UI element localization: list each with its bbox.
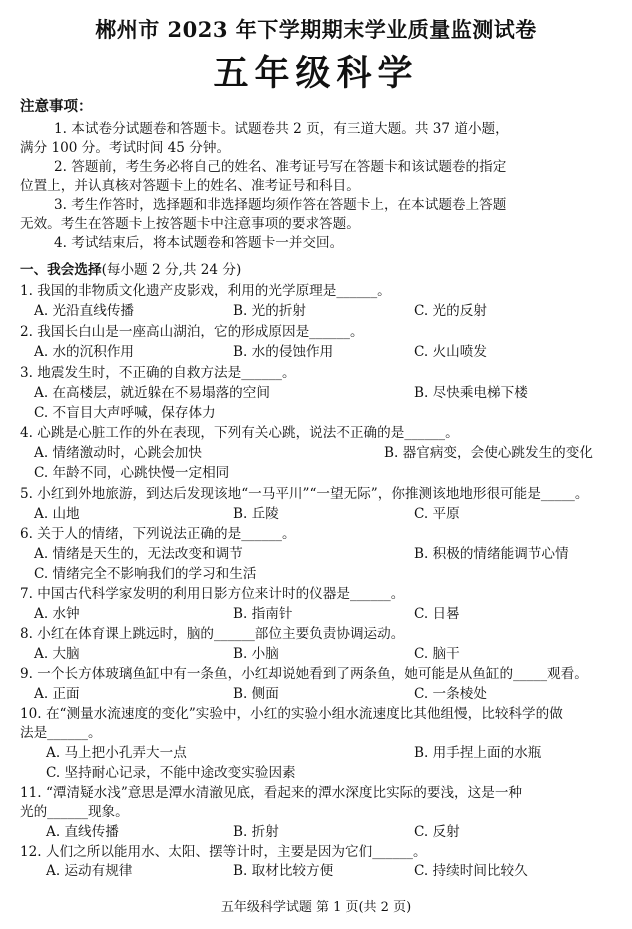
notice-heading: 注意事项：: [20, 99, 93, 115]
option-c: C. 反射: [414, 824, 460, 840]
option-a: A. 在高楼层，就近躲在不易塌落的空间: [34, 385, 270, 401]
option-a: A. 正面: [34, 686, 80, 702]
section-score-note: (每小题 2 分,共 24 分): [101, 262, 242, 278]
exam-subtitle: 五年级科学: [213, 54, 419, 94]
option-b: B. 积极的情绪能调节心情: [414, 546, 569, 562]
option-c: C. 坚持耐心记录，不能中途改变实验因素: [46, 765, 296, 781]
option-a: A. 情绪激动时，心跳会加快: [34, 445, 202, 461]
option-b: B. 小脑: [233, 646, 279, 662]
option-c: C. 情绪完全不影响我们的学习和生活: [34, 566, 257, 582]
option-c: C. 年龄不同，心跳快慢一定相同: [34, 465, 230, 481]
option-a: A. 大脑: [34, 646, 80, 662]
option-c: C. 脑干: [414, 646, 460, 662]
option-c: C. 平原: [414, 506, 460, 522]
question-stem: 3. 地震发生时，不正确的自救方法是______。: [20, 365, 296, 381]
option-a: A. 情绪是天生的，无法改变和调节: [34, 546, 243, 562]
option-a: A. 光沿直线传播: [34, 303, 135, 319]
option-a: A. 山地: [34, 506, 80, 522]
option-a: A. 运动有规律: [46, 863, 133, 879]
option-b: B. 尽快乘电梯下楼: [414, 385, 528, 401]
page-footer: 五年级科学试题 第 1 页(共 2 页): [220, 900, 412, 915]
option-b: B. 器官病变，会使心跳发生的变化: [384, 445, 593, 461]
section-title: 一、我会选择: [20, 262, 102, 278]
option-c: C. 不盲目大声呼喊，保存体力: [34, 405, 216, 421]
option-c: C. 一条棱处: [414, 686, 487, 702]
question-stem: 7. 中国古代科学家发明的利用日影方位来计时的仪器是______。: [20, 586, 405, 602]
question-stem: 11. “潭清疑水浅”意思是潭水清澈见底，看起来的潭水深度比实际的要浅，这是一种: [20, 785, 523, 801]
option-a: A. 水钟: [34, 606, 80, 622]
notice-line: 4. 考试结束后，将本试题卷和答题卡一并交回。: [54, 235, 344, 251]
question-stem: 10. 在“测量水流速度的变化”实验中，小红的实验小组水流速度比其他组慢，比较科学的做: [20, 706, 563, 722]
question-stem: 5. 小红到外地旅游，到达后发现该地“一马平川”“一望无际”，你推测该地地形很可能是_____。: [20, 486, 589, 502]
notice-line: 满分 100 分。考试时间 45 分钟。: [20, 140, 231, 156]
option-a: A. 水的沉积作用: [34, 344, 135, 360]
notice-line: 1. 本试卷分试题卷和答题卡。试题卷共 2 页，有三道大题。共 37 道小题，: [54, 121, 509, 137]
question-stem: 6. 关于人的情绪，下列说法正确的是______。: [20, 526, 296, 542]
option-b: B. 水的侵蚀作用: [233, 344, 334, 360]
option-b: B. 折射: [233, 824, 279, 840]
notice-line: 位置上，并认真核对答题卡上的姓名、准考证号和科目。: [20, 178, 360, 194]
option-b: B. 侧面: [233, 686, 279, 702]
question-stem: 1. 我国的非物质文化遗产皮影戏，利用的光学原理是______。: [20, 283, 391, 299]
notice-line: 3. 考生作答时，选择题和非选择题均须作答在答题卡上，在本试题卷上答题: [54, 197, 507, 213]
option-a: A. 直线传播: [46, 824, 119, 840]
option-a: A. 马上把小孔弄大一点: [46, 745, 187, 761]
option-b: B. 取材比较方便: [233, 863, 334, 879]
option-b: B. 用手捏上面的水瓶: [414, 745, 542, 761]
question-stem: 12. 人们之所以能用水、太阳、摆等计时，主要是因为它们______。: [20, 844, 427, 860]
question-stem: 2. 我国长白山是一座高山湖泊，它的形成原因是______。: [20, 324, 364, 340]
option-c: C. 火山喷发: [414, 344, 487, 360]
exam-title: 郴州市 2023 年下学期期末学业质量监测试卷: [95, 17, 537, 42]
option-b: B. 指南针: [233, 606, 293, 622]
question-stem: 8. 小红在体育课上跳远时，脑的______部位主要负责协调运动。: [20, 626, 405, 642]
option-c: C. 光的反射: [414, 303, 487, 319]
question-stem: 4. 心跳是心脏工作的外在表现，下列有关心跳，说法不正确的是______。: [20, 425, 459, 441]
notice-line: 2. 答题前，考生务必将自己的姓名、准考证号写在答题卡和该试题卷的指定: [54, 159, 507, 175]
question-stem-cont: 法是______。: [20, 725, 102, 741]
option-b: B. 丘陵: [233, 506, 279, 522]
question-stem: 9. 一个长方体玻璃鱼缸中有一条鱼，小红却说她看到了两条鱼，她可能是从鱼缸的_____观看。: [20, 666, 588, 682]
section-heading: [20, 261, 241, 279]
notice-line: 无效。考生在答题卡上按答题卡中注意事项的要求答题。: [20, 216, 360, 232]
option-c: C. 日晷: [414, 606, 460, 622]
option-b: B. 光的折射: [233, 303, 307, 319]
question-stem-cont: 光的______现象。: [20, 804, 129, 820]
option-c: C. 持续时间比较久: [414, 863, 528, 879]
